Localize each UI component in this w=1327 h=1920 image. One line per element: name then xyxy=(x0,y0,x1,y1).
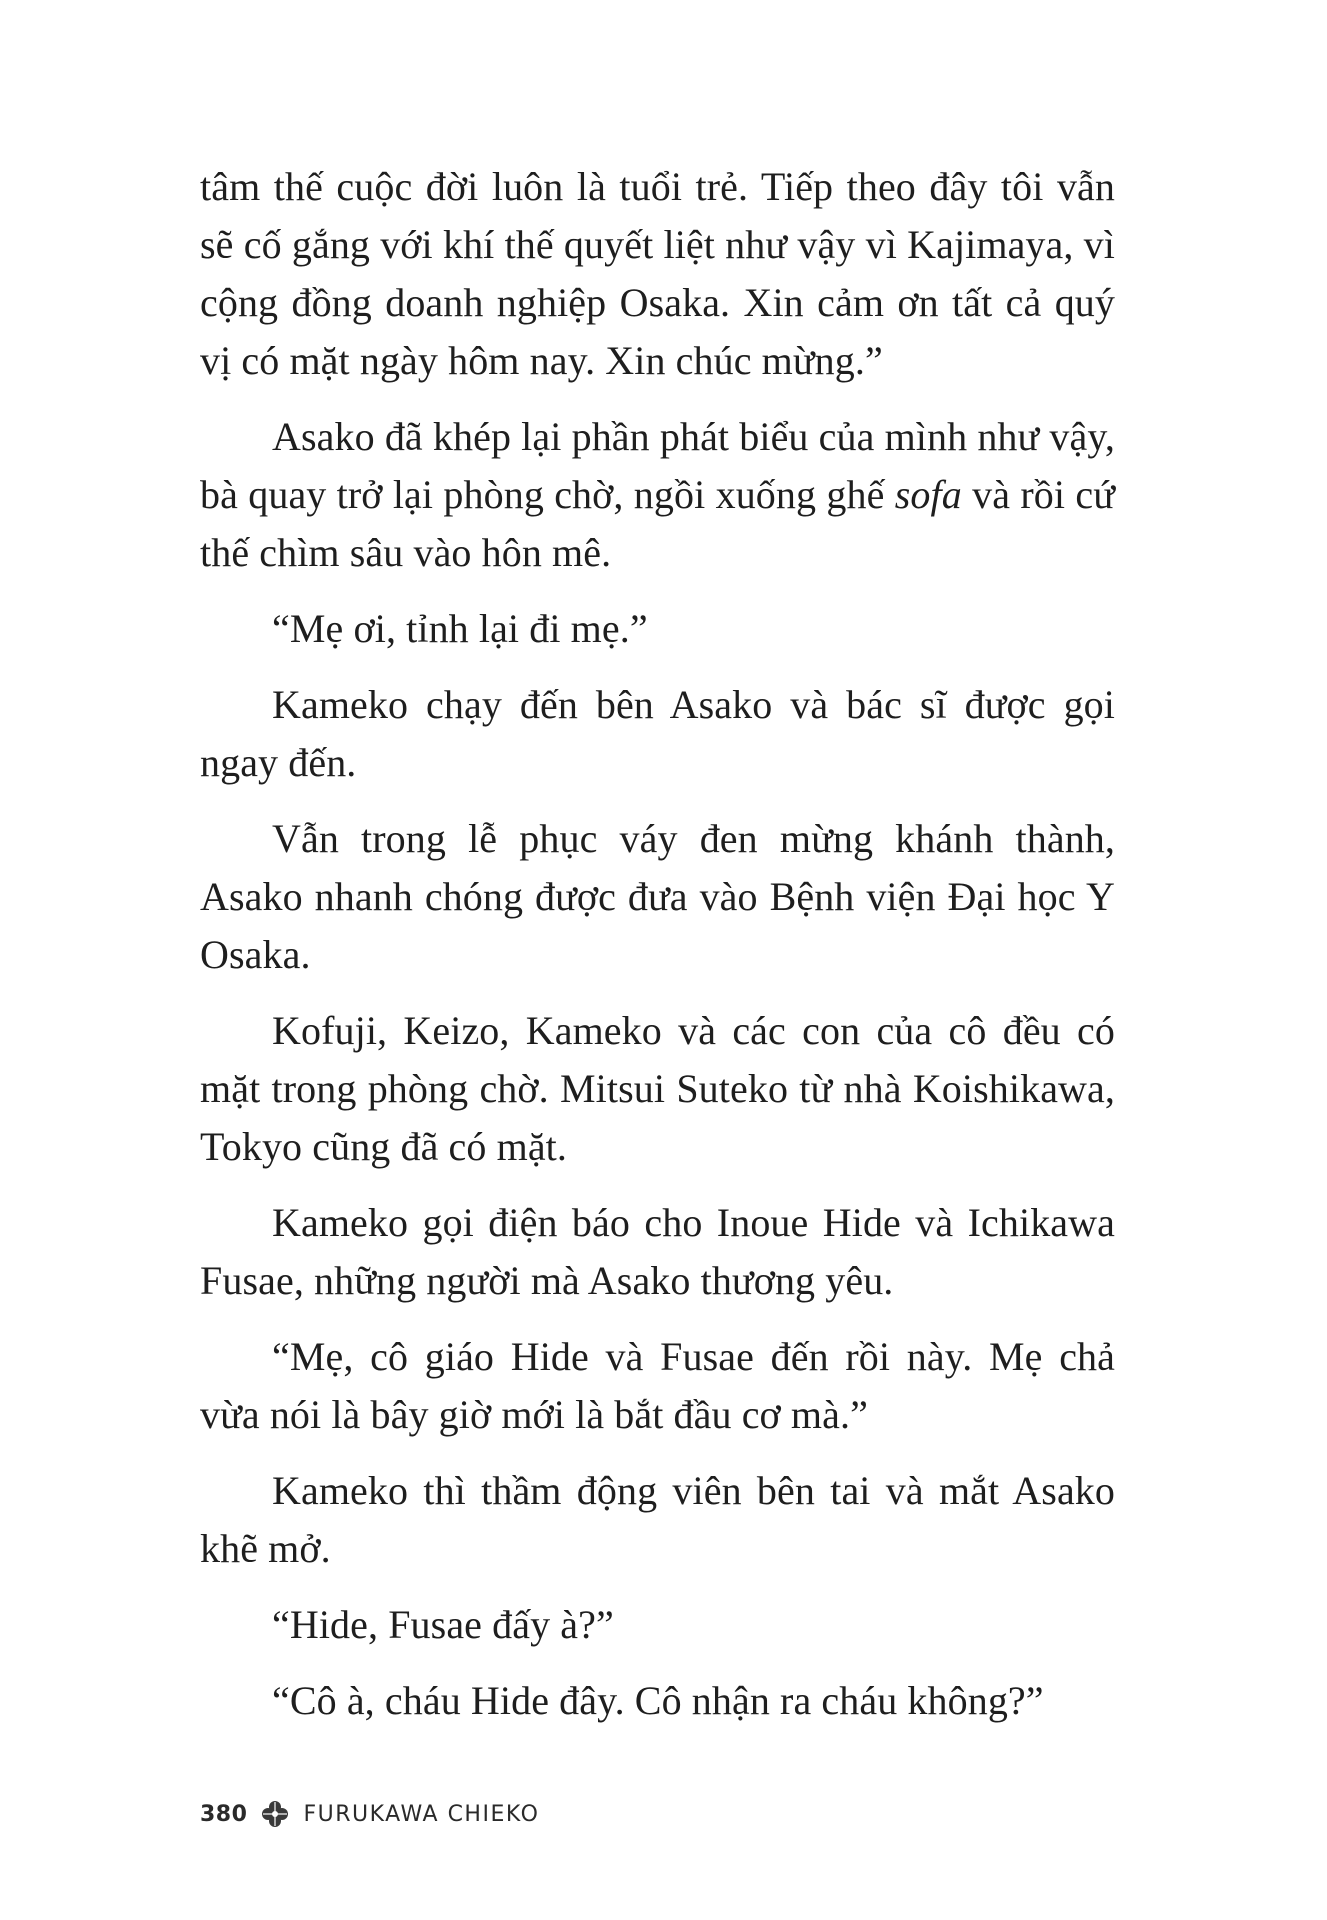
paragraph xyxy=(200,1672,1115,1730)
paragraph xyxy=(200,676,1115,792)
clover-icon xyxy=(259,1798,291,1830)
italic-text: sofa xyxy=(894,472,962,517)
page-body xyxy=(200,158,1115,1748)
paragraph xyxy=(200,810,1115,984)
paragraph-text: “Mẹ, cô giáo Hide và Fusae đến rồi này. Mẹ chả vừa nói là bây giờ mới là bắt đầu cơ mà.” xyxy=(200,1334,1115,1437)
paragraph-text: Kameko chạy đến bên Asako và bác sĩ được gọi ngay đến. xyxy=(200,682,1115,785)
paragraph-text: Kameko gọi điện báo cho Inoue Hide và Ichikawa Fusae, những người mà Asako thương yêu. xyxy=(200,1200,1115,1303)
paragraph-text: Kameko thì thầm động viên bên tai và mắt Asako khẽ mở. xyxy=(200,1468,1115,1571)
paragraph-text: Vẫn trong lễ phục váy đen mừng khánh thành, Asako nhanh chóng được đưa vào Bệnh viện Đại học Y Osaka. xyxy=(200,816,1115,977)
paragraph xyxy=(200,1596,1115,1654)
paragraph-text: Asako đã khép lại phần phát biểu của mình như vậy, bà quay trở lại phòng chờ, ngồi xuống ghế xyxy=(200,414,1115,517)
page-footer xyxy=(200,1798,539,1830)
paragraph-text: “Cô à, cháu Hide đây. Cô nhận ra cháu không?” xyxy=(272,1678,1044,1723)
paragraph xyxy=(200,600,1115,658)
paragraph-text: và rồi cứ thế chìm sâu vào hôn mê. xyxy=(200,472,1115,575)
paragraph xyxy=(200,408,1115,582)
paragraph-text: “Mẹ ơi, tỉnh lại đi mẹ.” xyxy=(272,606,648,651)
paragraph xyxy=(200,1194,1115,1310)
paragraph xyxy=(200,1462,1115,1578)
paragraph-text: tâm thế cuộc đời luôn là tuổi trẻ. Tiếp theo đây tôi vẫn sẽ cố gắng với khí thế quyết liệt như vậy vì Kajimaya, vì cộng đồng doanh nghiệp Osaka. Xin cảm ơn tất cả quý vị có mặt ngày hôm nay. Xin chúc mừng.” xyxy=(200,164,1115,383)
paragraph xyxy=(200,1328,1115,1444)
paragraph xyxy=(200,158,1115,390)
paragraph xyxy=(200,1002,1115,1176)
paragraph-text: Kofuji, Keizo, Kameko và các con của cô đều có mặt trong phòng chờ. Mitsui Suteko từ nhà Koishikawa, Tokyo cũng đã có mặt. xyxy=(200,1008,1115,1169)
author-name: FURUKAWA CHIEKO xyxy=(303,1801,540,1827)
page-number: 380 xyxy=(200,1801,248,1827)
paragraph-text: “Hide, Fusae đấy à?” xyxy=(272,1602,614,1647)
